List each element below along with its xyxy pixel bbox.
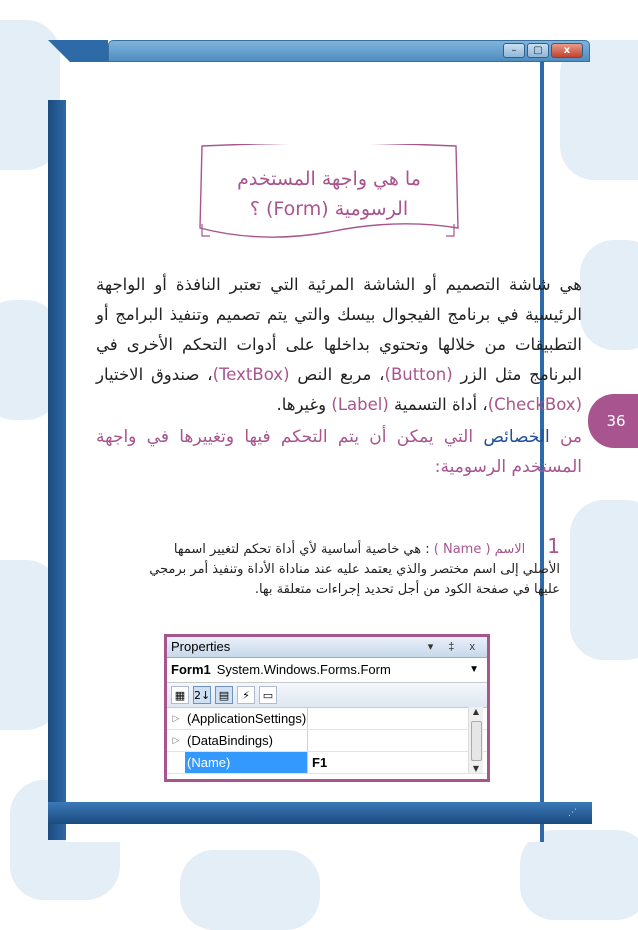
- property-name: (Name): [185, 752, 308, 773]
- term-checkbox: (CheckBox): [487, 395, 582, 414]
- background-shape: [520, 830, 638, 920]
- name-value-input[interactable]: F1: [312, 755, 328, 770]
- title-banner: [196, 144, 462, 240]
- properties-icon[interactable]: ▤: [215, 686, 233, 704]
- scroll-up-icon[interactable]: ▲: [472, 707, 480, 716]
- definition-text-2: ، مربع النص: [289, 365, 385, 384]
- banner-title-line2: الرسومية (Form) ؟: [249, 198, 409, 220]
- term-textbox: (TextBox): [212, 365, 290, 384]
- property-name: (ApplicationSettings): [185, 708, 308, 729]
- definition-paragraph: [96, 270, 582, 420]
- maximize-button[interactable]: ▢: [527, 43, 549, 58]
- properties-intro: [96, 422, 582, 482]
- definition-text-5: وغيرها.: [276, 395, 332, 414]
- property-pages-icon[interactable]: ▭: [259, 686, 277, 704]
- properties-intro-rest: التي يمكن أن يتم التحكم فيها وتغييرها في واجهة المستخدم الرسومية:: [96, 427, 582, 477]
- property-row[interactable]: [167, 730, 487, 752]
- properties-keyword: الخصائص: [483, 427, 550, 447]
- expand-arrow-icon: [167, 752, 185, 773]
- properties-toolbar: [167, 683, 487, 708]
- close-button[interactable]: x: [551, 43, 583, 58]
- alphabetical-sort-icon[interactable]: 2↓: [193, 686, 211, 704]
- definition-text-3: ، صندوق الاختيار: [96, 365, 213, 384]
- minimize-button[interactable]: –: [503, 43, 525, 58]
- term-button: (Button): [384, 365, 453, 384]
- property-value[interactable]: [308, 708, 487, 729]
- window-left-border: [48, 100, 66, 840]
- term-label: (Label): [331, 395, 389, 414]
- window-titlebar: [108, 40, 590, 62]
- window-bottom-border: [48, 802, 592, 824]
- events-icon[interactable]: ⚡: [237, 686, 255, 704]
- chevron-down-icon[interactable]: ▼: [469, 664, 479, 675]
- scroll-down-icon[interactable]: ▼: [472, 764, 480, 773]
- window-controls: [503, 43, 583, 58]
- object-selector[interactable]: [167, 658, 487, 683]
- object-type: System.Windows.Forms.Form: [216, 662, 391, 677]
- property-name: (DataBindings): [185, 730, 308, 751]
- expand-arrow-icon[interactable]: ▷: [172, 713, 180, 723]
- properties-titlebar: [167, 637, 487, 658]
- item-number: 1: [547, 534, 560, 558]
- categorized-icon[interactable]: ▦: [171, 686, 189, 704]
- page-number: 36: [606, 412, 626, 430]
- properties-title-controls[interactable]: ▾ ‡ x: [427, 641, 481, 653]
- properties-title: Properties: [171, 639, 231, 654]
- properties-window: [164, 634, 490, 782]
- item-description: : هي خاصية أساسية لأي أداة تحكم لتغيير اسمها الأصلي إلى اسم مختصر والذي يعتمد عليه عند مناداة الأداة وتنفيذ أمر برمجي عليها في صفحة الكود من أجل تحديد إجراءات متعلقة بها.: [149, 542, 560, 597]
- properties-scrollbar[interactable]: [468, 707, 483, 773]
- object-name: Form1: [171, 662, 211, 677]
- properties-intro-prefix: من: [549, 427, 583, 447]
- expand-arrow-icon[interactable]: ▷: [172, 735, 180, 745]
- scroll-thumb[interactable]: [471, 721, 482, 761]
- background-shape: [180, 850, 320, 930]
- item-name-label: الاسم ( Name ): [433, 542, 526, 557]
- banner-title: [196, 164, 462, 224]
- property-row-selected[interactable]: [167, 752, 487, 774]
- banner-title-line1: ما هي واجهة المستخدم: [237, 168, 421, 190]
- resize-grip-icon[interactable]: ⋰: [568, 808, 577, 818]
- definition-text-1: هي شاشة التصميم أو الشاشة المرئية التي تعتبر النافذة أو الواجهة الرئيسية في برنامج الفيجوال بيسك والتي يتم تصميم وتنفيذ البرامج أو التطبيقات من خلالها وتحتوي بداخلها على أدوات التحكم الأخرى في البرنامج مثل الزر: [96, 275, 582, 384]
- definition-text-4: ، أداة التسمية: [388, 395, 488, 414]
- property-row[interactable]: [167, 708, 487, 730]
- property-value[interactable]: [308, 730, 487, 751]
- page-number-tab: [588, 394, 638, 448]
- property-item-name: [140, 536, 560, 600]
